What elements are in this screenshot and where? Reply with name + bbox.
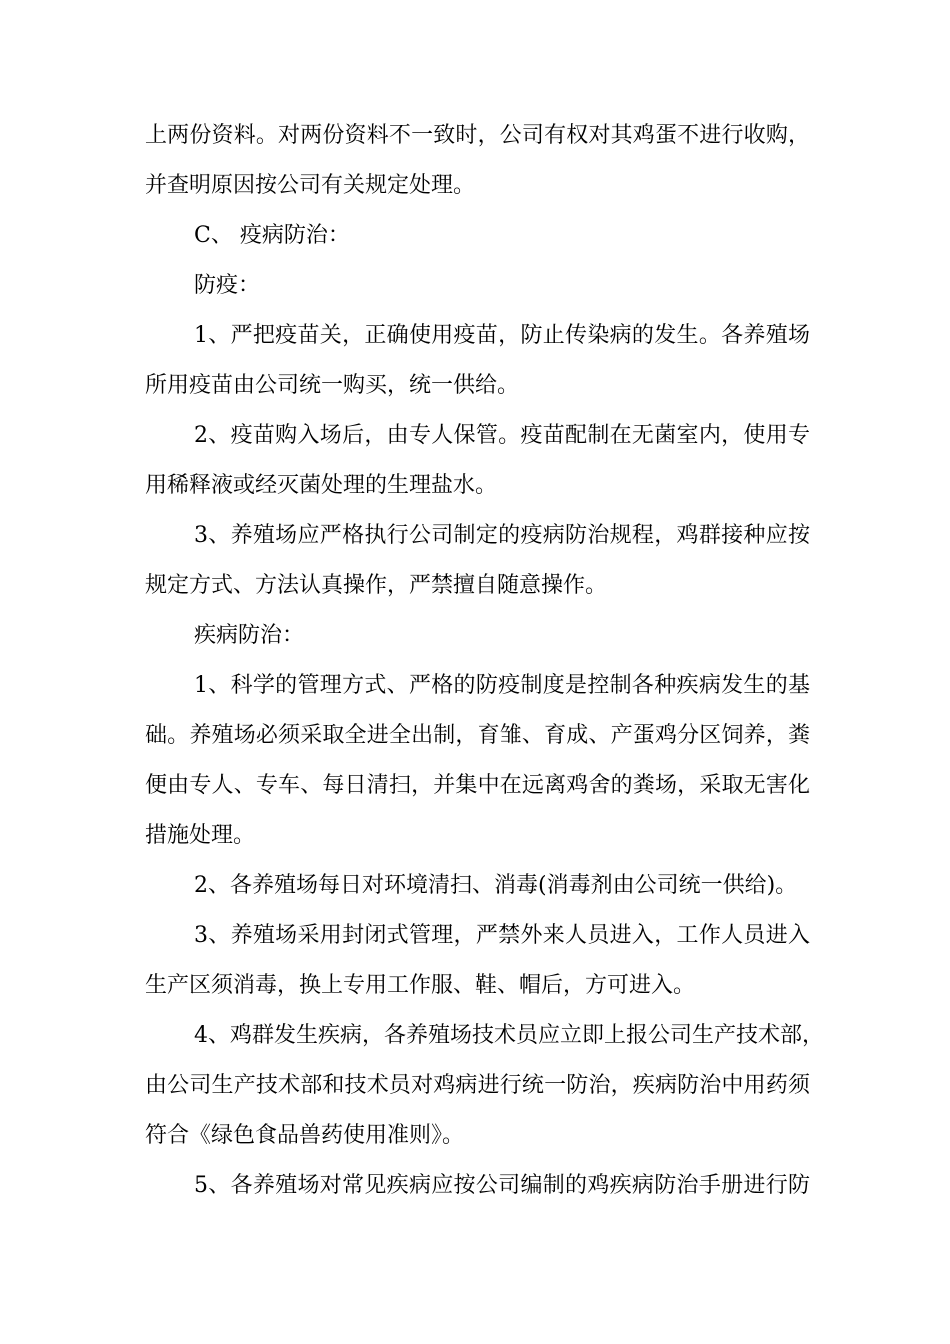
text-line-19: 4、鸡群发生疾病，各养殖场技术员应立即上报公司生产技术部， — [194, 1023, 824, 1048]
text-line-16: 2、各养殖场每日对环境清扫、消毒(消毒剂由公司统一供给)。 — [194, 873, 798, 898]
text-line-8: 用稀释液或经灭菌处理的生理盐水。 — [145, 473, 498, 498]
subheading-epidemic-prevention: 防疫： — [194, 273, 261, 298]
text-line-15: 措施处理。 — [145, 823, 256, 848]
subheading-disease-control: 疾病防治： — [194, 623, 305, 648]
text-line-17: 3、养殖场采用封闭式管理，严禁外来人员进入，工作人员进入 — [194, 923, 810, 948]
text-line-14: 便由专人、专车、每日清扫，并集中在远离鸡舍的粪场，采取无害化 — [145, 773, 810, 798]
text-line-12: 1、科学的管理方式、严格的防疫制度是控制各种疾病发生的基 — [194, 673, 810, 698]
text-line-5: 1、严把疫苗关，正确使用疫苗，防止传染病的发生。各养殖场 — [194, 323, 810, 348]
text-line-2: 并查明原因按公司有关规定处理。 — [145, 173, 476, 198]
text-line-9: 3、养殖场应严格执行公司制定的疫病防治规程，鸡群接种应按 — [194, 523, 810, 548]
text-line-1: 上两份资料。对两份资料不一致时，公司有权对其鸡蛋不进行收购， — [145, 123, 810, 148]
text-line-6: 所用疫苗由公司统一购买，统一供给。 — [145, 373, 520, 398]
text-line-22: 5、各养殖场对常见疾病应按公司编制的鸡疾病防治手册进行防 — [194, 1173, 810, 1198]
text-line-10: 规定方式、方法认真操作，严禁擅自随意操作。 — [145, 573, 608, 598]
text-line-7: 2、疫苗购入场后，由专人保管。疫苗配制在无菌室内，使用专 — [194, 423, 810, 448]
section-heading-c: C、 疫病防治： — [194, 223, 350, 248]
text-line-13: 础。养殖场必须采取全进全出制，育雏、育成、产蛋鸡分区饲养，粪 — [145, 723, 810, 748]
text-line-21: 符合《绿色食品兽药使用准则》。 — [145, 1123, 465, 1148]
text-line-18: 生产区须消毒，换上专用工作服、鞋、帽后，方可进入。 — [145, 973, 696, 998]
text-line-20: 由公司生产技术部和技术员对鸡病进行统一防治，疾病防治中用药须 — [145, 1073, 810, 1098]
